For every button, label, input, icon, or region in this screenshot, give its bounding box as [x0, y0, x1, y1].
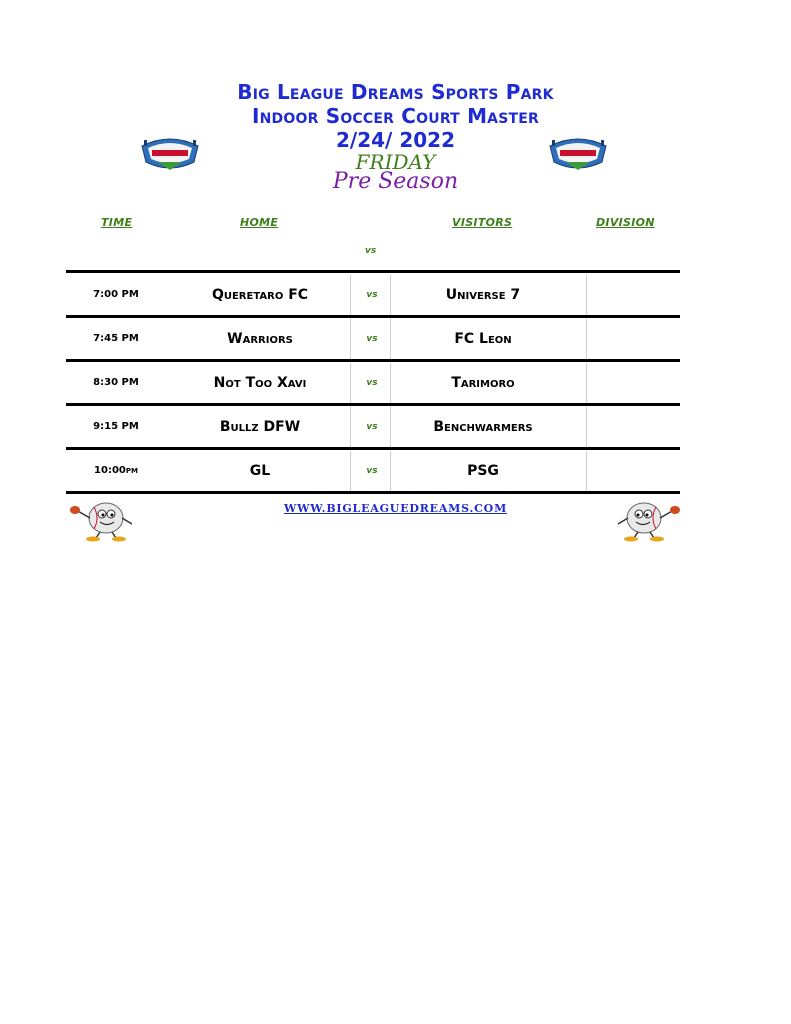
vs-label: vs [366, 334, 378, 344]
website-link[interactable]: WWW.BIGLEAGUEDREAMS.COM [283, 502, 508, 515]
cell-divider [586, 275, 587, 315]
visiting-team: Universe 7 [445, 287, 521, 303]
game-row [66, 363, 680, 403]
cell-divider [350, 319, 351, 359]
home-team: Warriors [227, 331, 293, 347]
baseball-mascot-icon [610, 498, 684, 542]
row-divider [66, 359, 680, 362]
column-header-home: HOME [240, 216, 279, 229]
cell-divider [586, 407, 587, 447]
park-logo-left [138, 132, 202, 172]
schedule-day: FRIDAY [355, 150, 436, 174]
game-time: 7:45 PM [93, 333, 139, 344]
home-team: Queretaro FC [211, 287, 309, 303]
header-vs-label: vs [365, 246, 377, 256]
cell-divider [586, 363, 587, 403]
cell-divider [586, 319, 587, 359]
visiting-team: FC Leon [454, 331, 512, 347]
cell-divider [350, 363, 351, 403]
visiting-team: Benchwarmers [433, 419, 533, 435]
game-time: 8:30 PM [93, 377, 139, 388]
schedule-date: 2/24/ 2022 [336, 128, 455, 152]
cell-divider [350, 275, 351, 315]
home-team: Bullz DFW [219, 419, 301, 435]
cell-divider [586, 451, 587, 491]
row-divider [66, 403, 680, 406]
header [0, 80, 791, 194]
visiting-team: PSG [467, 463, 499, 479]
vs-label: vs [366, 378, 378, 388]
baseball-mascot-icon [66, 498, 140, 542]
game-row [66, 407, 680, 447]
game-row [66, 275, 680, 315]
cell-divider [350, 451, 351, 491]
game-time: 9:15 PM [93, 421, 139, 432]
visiting-team: Tarimoro [451, 375, 515, 391]
column-header-division: DIVISION [596, 216, 655, 229]
schedule-title: Indoor Soccer Court Master [251, 104, 539, 128]
game-time: 10:00pm [94, 465, 138, 476]
row-divider [66, 447, 680, 450]
vs-label: vs [366, 290, 378, 300]
cell-divider [350, 407, 351, 447]
home-team: Not Too Xavi [213, 375, 307, 391]
vs-label: vs [366, 422, 378, 432]
park-title: Big League Dreams Sports Park [237, 80, 554, 104]
game-row [66, 319, 680, 359]
vs-label: vs [366, 466, 378, 476]
game-time: 7:00 PM [93, 289, 139, 300]
game-row [66, 451, 680, 491]
column-header-time: TIME [101, 216, 133, 229]
season-label: Pre Season [332, 169, 459, 194]
row-divider [66, 315, 680, 318]
column-header-visitors: VISITORS [452, 216, 513, 229]
row-divider [66, 491, 680, 494]
park-logo-right [546, 132, 610, 172]
row-divider [66, 270, 680, 273]
home-team: GL [249, 463, 271, 479]
